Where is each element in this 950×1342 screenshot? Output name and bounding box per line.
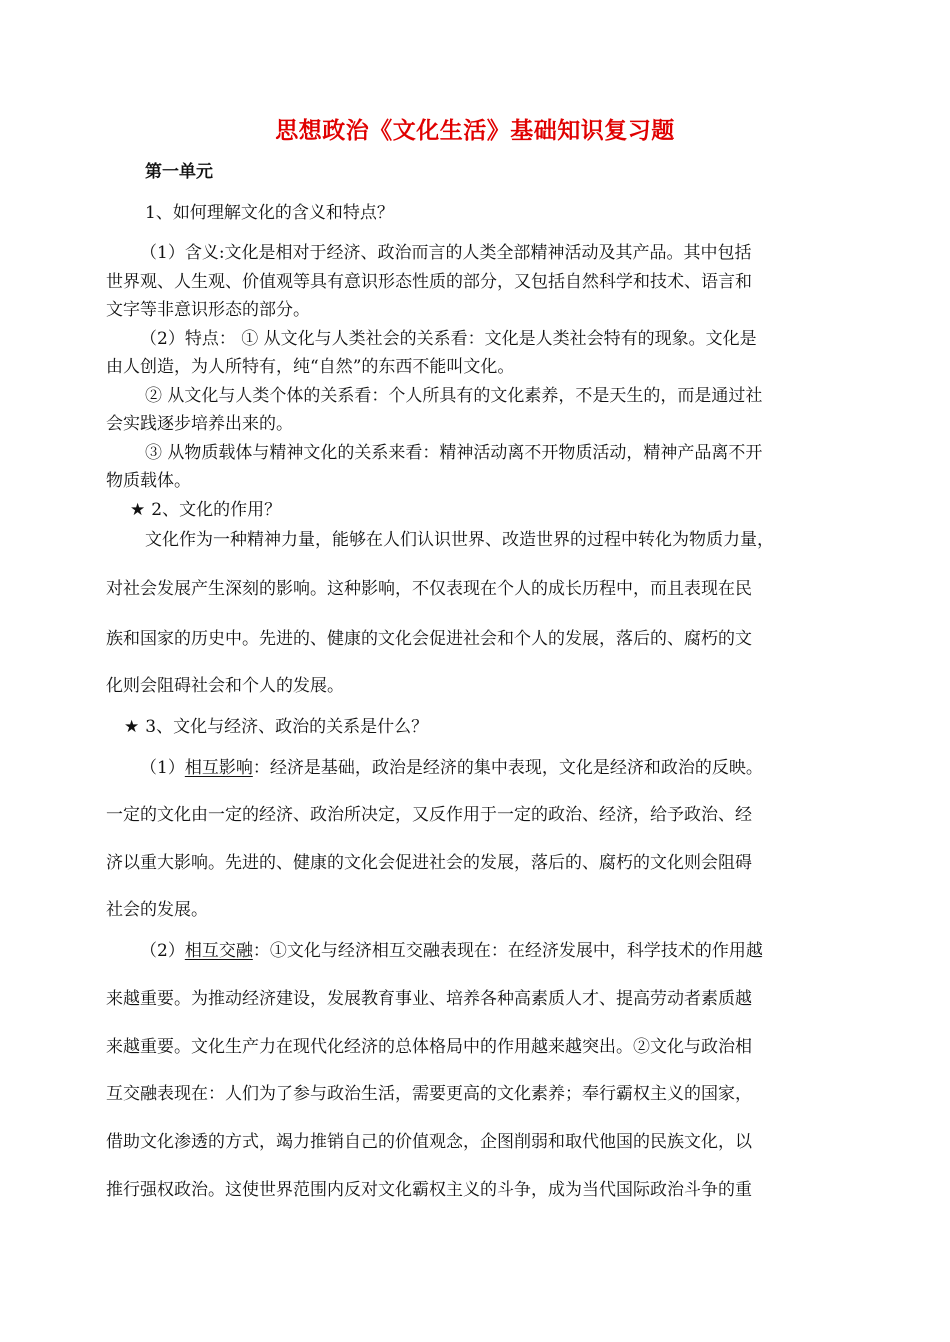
q3-fusion-term: 相互交融 [184, 941, 253, 961]
q1-meaning-line-3: 文字等非意识形态的部分。 [106, 300, 310, 320]
question-1: 1、如何理解文化的含义和特点？ [145, 203, 394, 223]
q3-influence-prefix: （1） [140, 758, 185, 778]
star-icon: ★ [124, 717, 140, 737]
q3-influence-line-2: 一定的文化由一定的经济、政治所决定，又反作用于一定的政治、经济，给予政治、经 [106, 805, 752, 825]
q1-meaning-line-1: （1）含义:文化是相对于经济、政治而言的人类全部精神活动及其产品。其中包括 [140, 243, 752, 263]
question-3 [124, 716, 864, 738]
q1-feature-line-1: （2）特点： ① 从文化与人类社会的关系看：文化是人类社会特有的现象。文化是 [140, 329, 757, 349]
q3-fusion-line-1 [140, 940, 880, 962]
q2-line-3: 族和国家的历史中。先进的、健康的文化会促进社会和个人的发展，落后的、腐朽的文 [106, 629, 752, 649]
q3-fusion-rest: ：①文化与经济相互交融表现在：在经济发展中，科学技术的作用越 [252, 941, 763, 961]
q2-line-4: 化则会阻碍社会和个人的发展。 [106, 676, 344, 696]
q3-fusion-line-5: 借助文化渗透的方式，竭力推销自己的价值观念，企图削弱和取代他国的民族文化，以 [106, 1132, 752, 1152]
q1-meaning-line-2: 世界观、人生观、价值观等具有意识形态性质的部分，又包括自然科学和技术、语言和 [106, 272, 752, 292]
q1-feature2-line-2: 会实践逐步培养出来的。 [106, 414, 293, 434]
question-3-text: 3、文化与经济、政治的关系是什么？ [145, 717, 429, 737]
q3-fusion-line-6: 推行强权政治。这使世界范围内反对文化霸权主义的斗争，成为当代国际政治斗争的重 [106, 1180, 752, 1200]
q3-influence-line-4: 社会的发展。 [106, 900, 208, 920]
document-title: 思想政治《文化生活》基础知识复习题 [275, 118, 675, 144]
q1-feature2-line-1: ② 从文化与人类个体的关系看：个人所具有的文化素养，不是天生的，而是通过社 [145, 386, 763, 406]
q3-influence-line-3: 济以重大影响。先进的、健康的文化会促进社会的发展，落后的、腐朽的文化则会阻碍 [106, 853, 752, 873]
q2-line-1: 文化作为一种精神力量，能够在人们认识世界、改造世界的过程中转化为物质力量， [145, 530, 774, 550]
q3-fusion-prefix: （2） [140, 941, 185, 961]
q3-fusion-line-3: 来越重要。文化生产力在现代化经济的总体格局中的作用越来越突出。②文化与政治相 [106, 1037, 752, 1057]
q1-feature-line-2: 由人创造，为人所特有，纯“自然”的东西不能叫文化。 [106, 357, 515, 377]
q2-line-2: 对社会发展产生深刻的影响。这种影响，不仅表现在个人的成长历程中，而且表现在民 [106, 579, 752, 599]
q3-influence-term: 相互影响 [184, 758, 253, 778]
question-2-text: 2、文化的作用？ [151, 500, 282, 520]
q1-feature3-line-1: ③ 从物质载体与精神文化的关系来看：精神活动离不开物质活动，精神产品离不开 [145, 443, 763, 463]
question-2 [130, 499, 870, 521]
q3-influence-rest: ：经济是基础，政治是经济的集中表现，文化是经济和政治的反映。 [252, 758, 763, 778]
q3-fusion-line-2: 来越重要。为推动经济建设，发展教育事业、培养各种高素质人才、提高劳动者素质越 [106, 989, 752, 1009]
q1-feature3-line-2: 物质载体。 [106, 471, 191, 491]
q3-fusion-line-4: 互交融表现在：人们为了参与政治生活，需要更高的文化素养；奉行霸权主义的国家， [106, 1084, 752, 1104]
star-icon: ★ [130, 500, 146, 520]
unit-heading: 第一单元 [145, 162, 213, 182]
q3-influence-line-1 [140, 757, 880, 779]
